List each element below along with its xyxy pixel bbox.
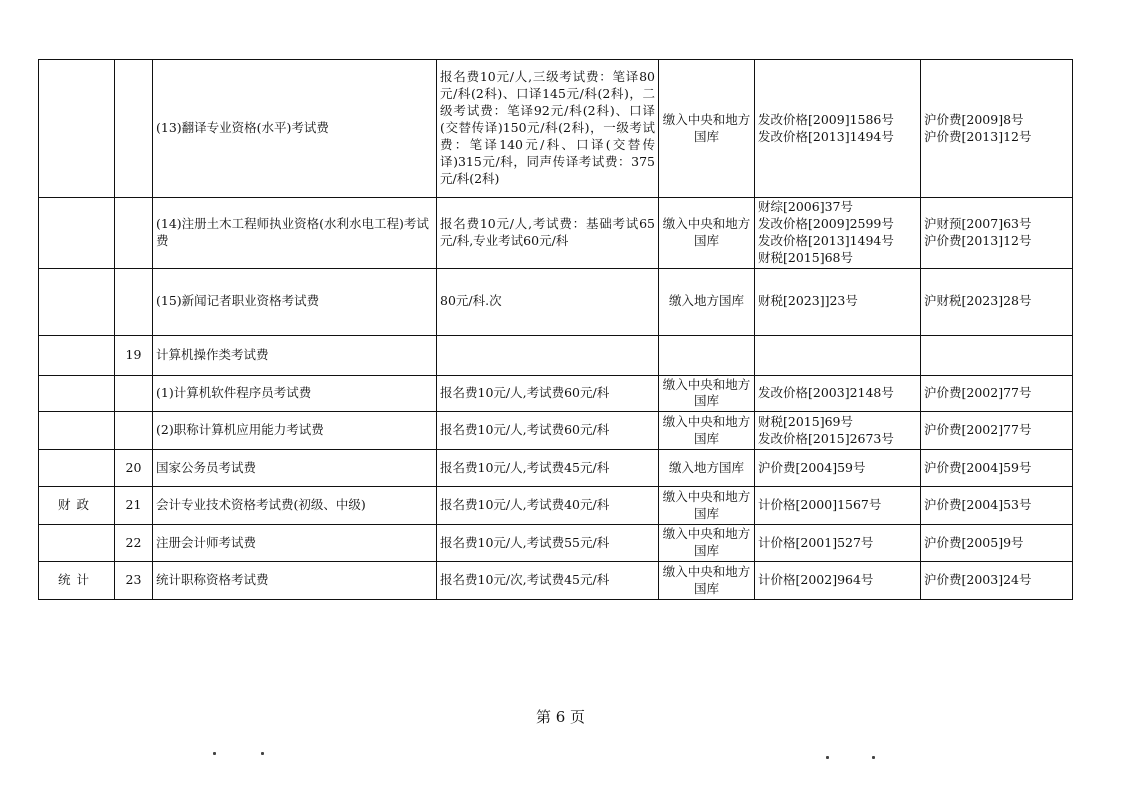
national-doc-cell: 财税[2015]69号 发改价格[2015]2673号	[755, 412, 921, 450]
standard-cell	[437, 335, 659, 375]
local-doc-cell: 沪财税[2023]28号	[921, 268, 1073, 335]
standard-cell: 报名费10元/人,三级考试费：笔译80元/科(2科)、口译145元/科(2科)，二级考试费：笔译92元/科(2科)、口译(交替传译)150元/科(2科)，一级考试费：笔译140元/科、口译(交替传译)315元/科，同声传译考试费：375元/科(2科)	[437, 60, 659, 198]
dept-cell: 统计	[39, 562, 115, 600]
scan-speck	[261, 752, 264, 755]
item-cell: 统计职称资格考试费	[153, 562, 437, 600]
number-cell	[115, 60, 153, 198]
national-doc-cell	[755, 335, 921, 375]
local-doc-cell: 沪价费[2004]53号	[921, 487, 1073, 525]
item-cell: (2)职称计算机应用能力考试费	[153, 412, 437, 450]
local-doc-cell: 沪价费[2002]77号	[921, 375, 1073, 412]
treasury-cell: 缴入中央和地方国库	[659, 525, 755, 562]
scan-speck	[872, 756, 875, 759]
dept-cell	[39, 198, 115, 269]
number-cell: 19	[115, 335, 153, 375]
national-doc-cell: 计价格[2000]1567号	[755, 487, 921, 525]
page-number: 第 6 页	[535, 708, 586, 726]
item-cell: (1)计算机软件程序员考试费	[153, 375, 437, 412]
item-cell: 注册会计师考试费	[153, 525, 437, 562]
fee-table	[38, 59, 1073, 600]
table-row	[39, 450, 1073, 487]
treasury-cell: 缴入中央和地方国库	[659, 375, 755, 412]
table-row	[39, 60, 1073, 198]
standard-cell: 报名费10元/次,考试费45元/科	[437, 562, 659, 600]
item-cell: (13)翻译专业资格(水平)考试费	[153, 60, 437, 198]
table-row	[39, 268, 1073, 335]
national-doc-cell: 沪价费[2004]59号	[755, 450, 921, 487]
treasury-cell: 缴入中央和地方国库	[659, 60, 755, 198]
item-cell: 会计专业技术资格考试费(初级、中级)	[153, 487, 437, 525]
local-doc-cell: 沪价费[2009]8号 沪价费[2013]12号	[921, 60, 1073, 198]
local-doc-cell: 沪价费[2004]59号	[921, 450, 1073, 487]
treasury-cell: 缴入地方国库	[659, 268, 755, 335]
table-row	[39, 525, 1073, 562]
number-cell	[115, 268, 153, 335]
standard-cell: 报名费10元/人,考试费45元/科	[437, 450, 659, 487]
number-cell	[115, 412, 153, 450]
dept-cell	[39, 450, 115, 487]
standard-cell: 报名费10元/人,考试费60元/科	[437, 412, 659, 450]
local-doc-cell: 沪价费[2003]24号	[921, 562, 1073, 600]
standard-cell: 报名费10元/人,考试费60元/科	[437, 375, 659, 412]
dept-cell	[39, 268, 115, 335]
table-row	[39, 375, 1073, 412]
dept-cell	[39, 412, 115, 450]
dept-cell	[39, 60, 115, 198]
local-doc-cell: 沪价费[2002]77号	[921, 412, 1073, 450]
national-doc-cell: 财综[2006]37号 发改价格[2009]2599号 发改价格[2013]1494号 财税[2015]68号	[755, 198, 921, 269]
number-cell: 22	[115, 525, 153, 562]
item-cell: 国家公务员考试费	[153, 450, 437, 487]
item-cell: 计算机操作类考试费	[153, 335, 437, 375]
table-row	[39, 562, 1073, 600]
treasury-cell: 缴入中央和地方国库	[659, 487, 755, 525]
local-doc-cell: 沪财预[2007]63号 沪价费[2013]12号	[921, 198, 1073, 269]
number-cell: 23	[115, 562, 153, 600]
treasury-cell: 缴入中央和地方国库	[659, 562, 755, 600]
item-cell: (14)注册土木工程师执业资格(水利水电工程)考试费	[153, 198, 437, 269]
table-row	[39, 487, 1073, 525]
item-cell: (15)新闻记者职业资格考试费	[153, 268, 437, 335]
dept-cell	[39, 525, 115, 562]
standard-cell: 80元/科.次	[437, 268, 659, 335]
local-doc-cell: 沪价费[2005]9号	[921, 525, 1073, 562]
dept-cell: 财政	[39, 487, 115, 525]
number-cell: 20	[115, 450, 153, 487]
number-cell	[115, 375, 153, 412]
table-row	[39, 335, 1073, 375]
treasury-cell	[659, 335, 755, 375]
scan-speck	[213, 752, 216, 755]
local-doc-cell	[921, 335, 1073, 375]
scan-speck	[826, 756, 829, 759]
standard-cell: 报名费10元/人,考试费：基础考试65元/科,专业考试60元/科	[437, 198, 659, 269]
treasury-cell: 缴入中央和地方国库	[659, 198, 755, 269]
dept-cell	[39, 335, 115, 375]
national-doc-cell: 计价格[2002]964号	[755, 562, 921, 600]
treasury-cell: 缴入中央和地方国库	[659, 412, 755, 450]
national-doc-cell: 计价格[2001]527号	[755, 525, 921, 562]
standard-cell: 报名费10元/人,考试费55元/科	[437, 525, 659, 562]
treasury-cell: 缴入地方国库	[659, 450, 755, 487]
table-row	[39, 198, 1073, 269]
national-doc-cell: 发改价格[2003]2148号	[755, 375, 921, 412]
standard-cell: 报名费10元/人,考试费40元/科	[437, 487, 659, 525]
table-row	[39, 412, 1073, 450]
number-cell: 21	[115, 487, 153, 525]
number-cell	[115, 198, 153, 269]
national-doc-cell: 发改价格[2009]1586号 发改价格[2013]1494号	[755, 60, 921, 198]
dept-cell	[39, 375, 115, 412]
national-doc-cell: 财税[2023]]23号	[755, 268, 921, 335]
